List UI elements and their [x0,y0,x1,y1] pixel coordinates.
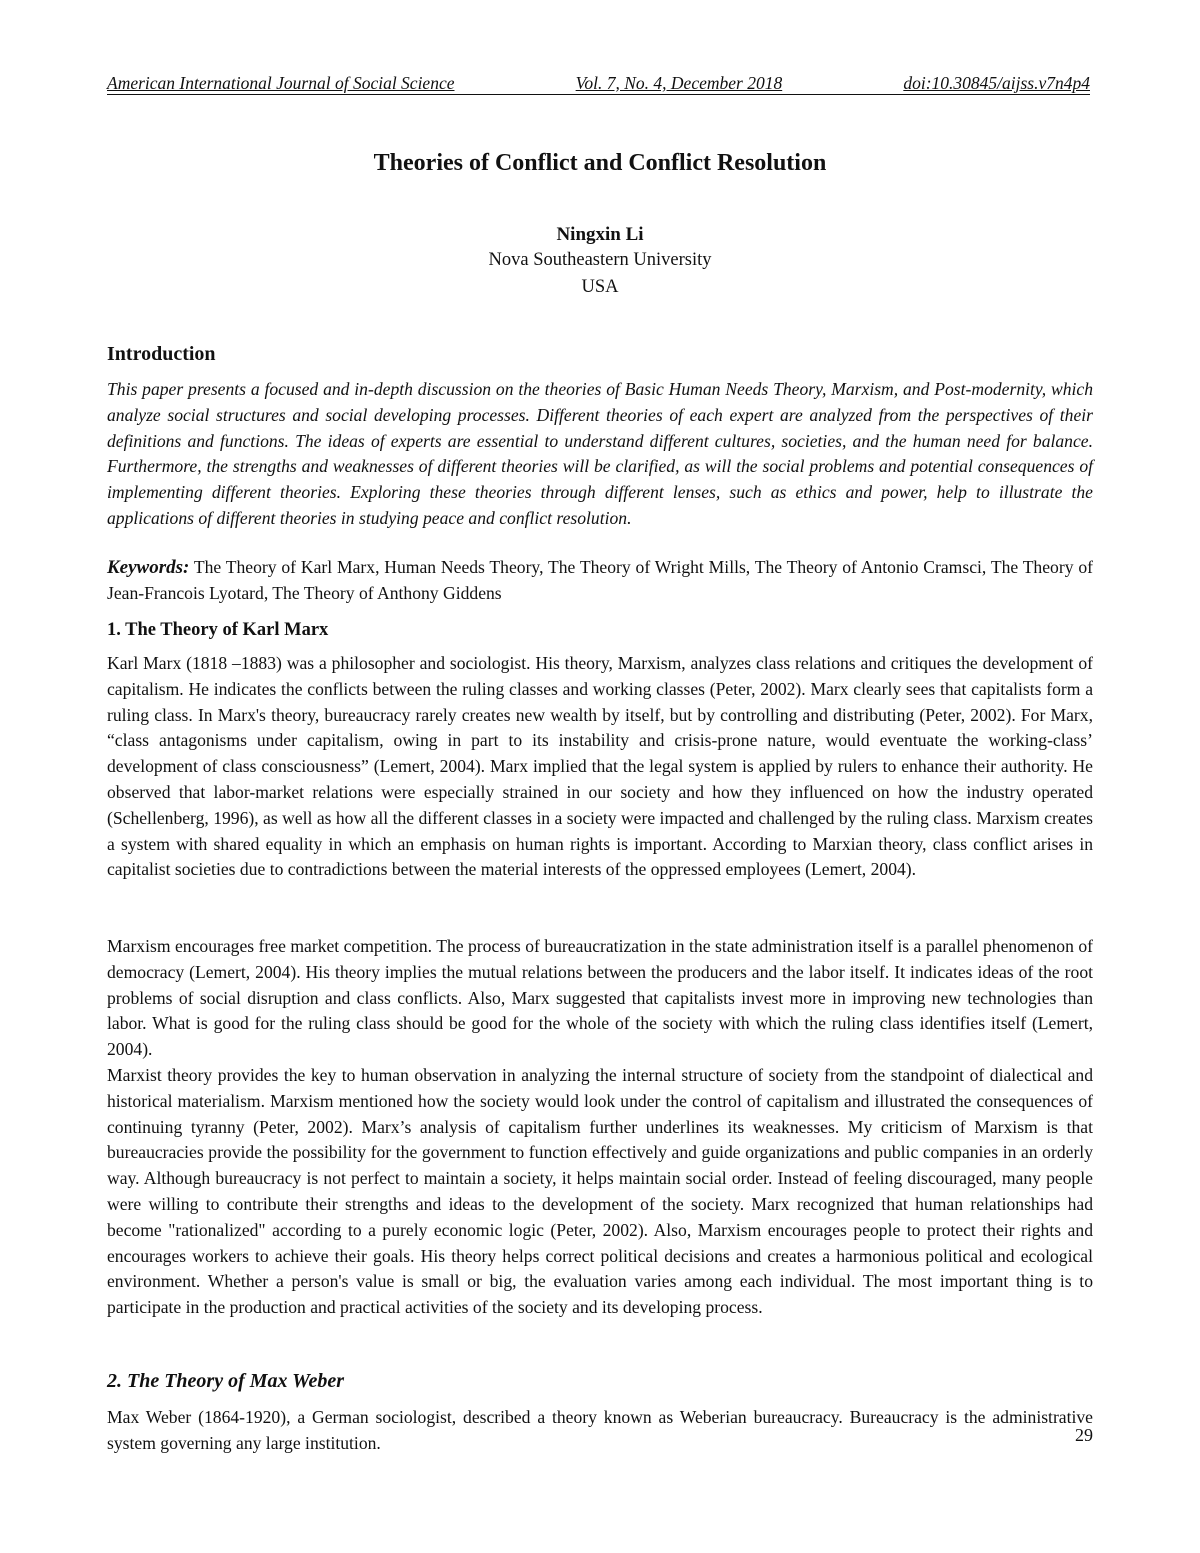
journal-name: American International Journal of Social Science [107,73,455,93]
author-name: Ningxin Li [556,224,644,245]
section-1-paragraph-3: Marxist theory provides the key to human observation in analyzing the internal structure of society from the standpoint of dialectical and historical materialism. Marxism mentioned how the society would look under the control of capitalism and illustrated the consequences of continuing tyranny (Peter, 2002). Marx’s analysis of capitalism further underlines its weaknesses. My criticism of Marxism is that bureaucracies provide the possibility for the government to function effectively and guide organizations and public companies in an orderly way. Although bureaucracy is not perfect to maintain a society, it helps maintain social order. Instead of feeling discouraged, many people were willing to contribute their strengths and ideas to the development of the society. Marx recognized that human relationships had become "rationalized" according to a purely economic logic (Peter, 2002). Also, Marxism encourages people to protect their rights and encourages workers to achieve their goals. His theory helps correct political decisions and creates a harmonious political and ecological environment. Whether a person's value is small or big, the evaluation varies among each individual. The most important thing is to participate in the production and practical activities of the society and its developing process. [107,1065,1093,1318]
section-2-heading: 2. The Theory of Max Weber [107,1370,345,1392]
running-header [107,72,1090,95]
page-number: 29 [1075,1425,1093,1445]
paper-title: Theories of Conflict and Conflict Resolution [373,150,827,176]
introduction-heading: Introduction [107,343,216,365]
keywords-label: Keywords: [107,557,190,578]
author-institution: Nova Southeastern University [488,250,712,270]
section-2-paragraph-1: Max Weber (1864-1920), a German sociologist, described a theory known as Weberian bureaucracy. Bureaucracy is the administrative system governing any large institution. [107,1407,1093,1453]
section-1-paragraph-2: Marxism encourages free market competition. The process of bureaucratization in the state administration itself is a parallel phenomenon of democracy (Lemert, 2004). His theory implies the mutual relations between the producers and the labor itself. It indicates ideas of the root problems of social disruption and class conflicts. Also, Marx suggested that capitalists invest more in improving new technologies than labor. What is good for the ruling class should be good for the whole of the society with which the ruling class identifies itself (Lemert, 2004). [107,936,1093,1060]
author-country: USA [581,277,619,297]
volume-issue: Vol. 7, No. 4, December 2018 [575,73,783,93]
keywords-list: The Theory of Karl Marx, Human Needs Theory, The Theory of Wright Mills, The Theory of Antonio Cramsci, The Theory of Jean-Francois Lyotard, The Theory of Anthony Giddens [107,557,1093,603]
keywords-paragraph [107,555,1093,607]
abstract-paragraph: This paper presents a focused and in-depth discussion on the theories of Basic Human Needs Theory, Marxism, and Post-modernity, which analyze social structures and social developing processes. Different theories of each expert are analyzed from the perspectives of their definitions and functions. The ideas of experts are essential to understand different cultures, societies, and the human need for balance. Furthermore, the strengths and weaknesses of different theories will be clarified, as will the social problems and potential consequences of implementing different theories. Exploring these theories through different lenses, such as ethics and power, help to illustrate the applications of different theories in studying peace and conflict resolution. [107,379,1093,528]
section-1-paragraph-1: Karl Marx (1818 –1883) was a philosopher and sociologist. His theory, Marxism, analyzes class relations and critiques the development of capitalism. He indicates the conflicts between the ruling classes and working classes (Peter, 2002). Marx clearly sees that capitalists form a ruling class. In Marx's theory, bureaucracy rarely creates new wealth by itself, but by controlling and distributing (Peter, 2002). For Marx, “class antagonisms under capitalism, owing in part to its instability and crisis-prone nature, would eventuate the working-class’ development of class consciousness” (Lemert, 2004). Marx implied that the legal system is applied by rulers to enhance their authority. He observed that labor-market relations were especially strained in our society and how they influenced on how the industry operated (Schellenberg, 1996), as well as how all the different classes in a society were impacted and challenged by the ruling class. Marxism creates a system with shared equality in which an emphasis on human rights is important. According to Marxian theory, class conflict arises in capitalist societies due to contradictions between the material interests of the oppressed employees (Lemert, 2004). [107,653,1093,880]
doi-link[interactable]: doi:10.30845/aijss.v7n4p4 [903,73,1090,93]
section-1-heading: 1. The Theory of Karl Marx [107,620,329,640]
